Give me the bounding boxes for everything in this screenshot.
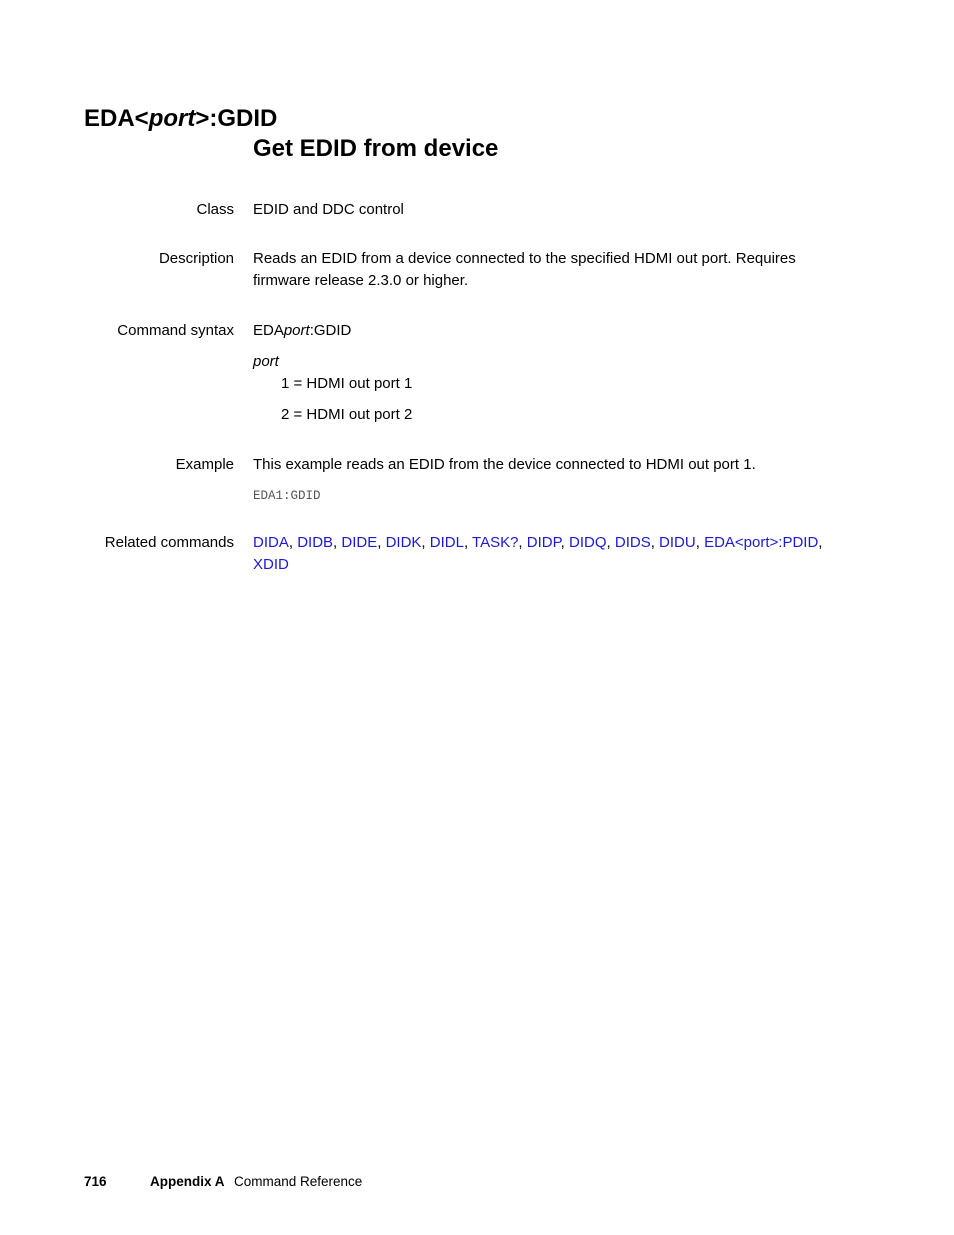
example-content <box>253 454 853 507</box>
description-text: Reads an EDID from a device connected to the specified HDMI out port. Requires firmware release 2.3.0 or higher. <box>253 250 796 289</box>
description-label: Description <box>158 250 234 267</box>
syntax-prefix: EDA <box>253 322 284 339</box>
class-label: Class <box>196 201 234 218</box>
heading-subtitle: Get EDID from device <box>253 135 499 162</box>
related-links <box>253 532 853 576</box>
related-link[interactable]: XDID <box>253 556 289 573</box>
related-link[interactable]: DIDQ <box>569 534 607 551</box>
related-link[interactable]: TASK? <box>472 534 519 551</box>
separator: , <box>333 534 342 551</box>
separator: , <box>377 534 386 551</box>
separator: , <box>421 534 430 551</box>
heading-param: port <box>148 105 196 132</box>
related-link[interactable]: DIDP <box>526 534 561 551</box>
page-heading <box>84 104 498 164</box>
related-link[interactable]: DIDA <box>253 534 289 551</box>
example-code: EDA1:GDID <box>253 489 321 503</box>
param-option-2: 2 = HDMI out port 2 <box>281 406 413 423</box>
class-value: EDID and DDC control <box>253 201 404 218</box>
separator: , <box>288 534 298 551</box>
separator: , <box>560 534 570 551</box>
related-link[interactable]: DIDK <box>385 534 422 551</box>
related-link[interactable]: EDA<port>:PDID <box>704 534 819 551</box>
heading-suffix: >:GDID <box>195 105 278 132</box>
heading-command <box>84 105 277 132</box>
separator: , <box>695 534 705 551</box>
related-label: Related commands <box>104 534 234 551</box>
separator: , <box>606 534 615 551</box>
related-link[interactable]: DIDS <box>614 534 651 551</box>
related-link[interactable]: DIDE <box>341 534 378 551</box>
separator: , <box>518 534 527 551</box>
separator: , <box>463 534 473 551</box>
related-link[interactable]: DIDB <box>297 534 334 551</box>
separator: , <box>650 534 660 551</box>
page-number: 716 <box>84 1174 107 1189</box>
related-link[interactable]: DIDU <box>659 534 696 551</box>
heading-prefix: EDA< <box>84 105 149 132</box>
syntax-param: port <box>283 322 310 339</box>
footer-appendix: Appendix A <box>150 1174 225 1189</box>
param-option-1: 1 = HDMI out port 1 <box>281 375 413 392</box>
example-text: This example reads an EDID from the device connected to HDMI out port 1. <box>253 456 756 473</box>
example-label: Example <box>175 456 234 473</box>
syntax-content <box>253 320 853 426</box>
syntax-suffix: :GDID <box>309 322 352 339</box>
param-name: port <box>253 353 279 370</box>
syntax-label: Command syntax <box>117 322 234 339</box>
syntax-line <box>253 320 853 342</box>
footer-section: Command Reference <box>234 1174 363 1189</box>
separator: , <box>818 534 823 551</box>
related-link[interactable]: DIDL <box>429 534 464 551</box>
